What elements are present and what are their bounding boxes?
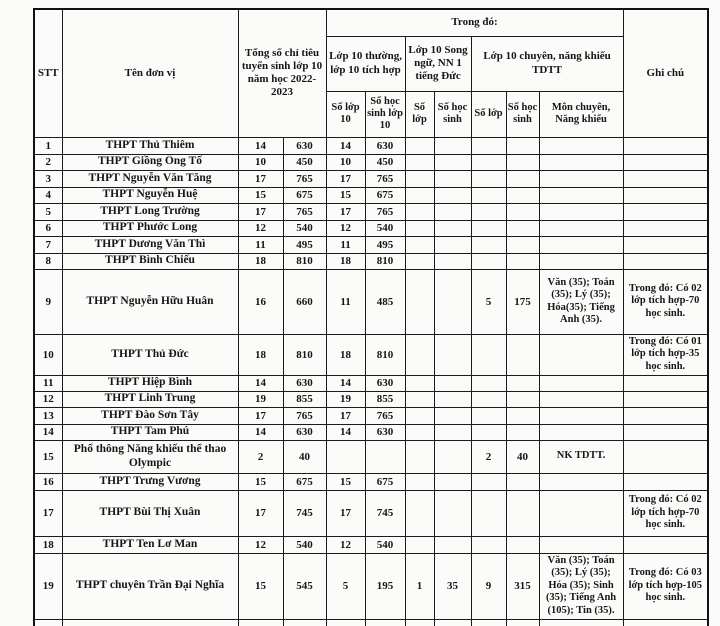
cell-name: THPT Nguyễn Hữu Huân: [62, 269, 238, 334]
cell-ghi-chu: [623, 187, 708, 203]
table-row: [34, 187, 708, 203]
cell-thuong-lop: 12: [326, 220, 365, 236]
cell-tong-lop: 15: [238, 553, 283, 619]
cell-thuong-hs: 195: [365, 553, 405, 619]
cell-stt: 13: [34, 407, 62, 424]
header-group-lop10-thuong: Lớp 10 thường, lớp 10 tích hợp: [326, 36, 405, 91]
cell-stt: 15: [34, 440, 62, 473]
table-row: [34, 440, 708, 473]
cell-sn-hs: [434, 269, 471, 334]
cell-sn-lop: [405, 154, 434, 170]
cell-name: THPT Linh Trung: [62, 391, 238, 407]
cell-tong-lop: 17: [238, 490, 283, 536]
cell-c-hs: [506, 375, 539, 391]
cell-c-hs: [506, 203, 539, 220]
cell-c-lop: [471, 536, 506, 553]
cell-ghi-chu: [623, 154, 708, 170]
cell-c-hs: [506, 407, 539, 424]
cell-thuong-lop: 5: [326, 553, 365, 619]
cell-tong-hs: 765: [283, 407, 326, 424]
cell-stt: 12: [34, 391, 62, 407]
cell-sn-hs: [434, 334, 471, 375]
cell-ghi-chu: [623, 236, 708, 253]
cell-sn-hs: [434, 536, 471, 553]
cell-mon: [539, 391, 623, 407]
cell-sn-hs: [434, 407, 471, 424]
table-row: [34, 536, 708, 553]
cell-thuong-hs: 765: [365, 203, 405, 220]
header-group-lop10-chuyen: Lớp 10 chuyên, năng khiếu TDTT: [471, 36, 623, 91]
cell-tong-hs: 660: [283, 269, 326, 334]
cell-c-hs: 175: [506, 269, 539, 334]
cell-stt: 19: [34, 553, 62, 619]
cell-ghi-chu: [623, 536, 708, 553]
cell-tong-hs: 630: [283, 424, 326, 440]
table-row: [34, 203, 708, 220]
cell-thuong-hs: 540: [365, 536, 405, 553]
cell-mon: Văn (35); Toán (35); Lý (35); Hóa (35); Sinh (35); Tiếng Anh (105); Tin (35).: [539, 553, 623, 619]
cell-mon: [539, 536, 623, 553]
cell-tong-lop: 19: [238, 391, 283, 407]
cell-c-hs: [506, 154, 539, 170]
cell-c-hs: [506, 253, 539, 269]
cell-thuong-lop: 17: [326, 203, 365, 220]
cell-tong-hs: 745: [283, 490, 326, 536]
cell-tong-hs: 545: [283, 553, 326, 619]
cell-stt: 11: [34, 375, 62, 391]
cell-name: THPT Bình Chiểu: [62, 253, 238, 269]
cell-thuong-lop: 15: [326, 187, 365, 203]
cell-name: THPT Trưng Vương: [62, 473, 238, 490]
cell-stt: 4: [34, 187, 62, 203]
subheader-mon-chuyen-nang-khieu: Môn chuyên, Năng khiếu: [539, 91, 623, 137]
header-tong-so-chi-tieu: Tổng số chỉ tiêu tuyển sinh lớp 10 năm học 2022-2023: [238, 9, 326, 137]
cell-thuong-hs: 485: [365, 269, 405, 334]
cell-c-lop: [471, 490, 506, 536]
cell-thuong-hs: 855: [365, 391, 405, 407]
cell-sn-lop: [405, 137, 434, 154]
cell-ghi-chu: [623, 391, 708, 407]
cell-sn-hs: [434, 473, 471, 490]
cell-thuong-hs: 675: [365, 473, 405, 490]
cell-sn-lop: [405, 187, 434, 203]
cell-tong-hs: 540: [283, 220, 326, 236]
cell-c-hs: [506, 473, 539, 490]
cell-stt: 10: [34, 334, 62, 375]
table-row: [34, 220, 708, 236]
cell-ghi-chu: [623, 253, 708, 269]
cell-name: THPT Long Trường: [62, 203, 238, 220]
cell-c-lop: [471, 170, 506, 187]
cell-c-lop: [471, 334, 506, 375]
cell-mon: [539, 407, 623, 424]
cell-thuong-lop: 17: [326, 490, 365, 536]
cell-c-hs: [506, 187, 539, 203]
cell-name: THPT Bùi Thị Xuân: [62, 490, 238, 536]
cell-c-lop: [471, 154, 506, 170]
cell-sn-hs: [434, 154, 471, 170]
cell-tong-hs: 630: [283, 375, 326, 391]
cell-name: THPT Dương Văn Thì: [62, 236, 238, 253]
header-row-1: [34, 9, 708, 36]
table-header: [34, 9, 708, 137]
cell-tong-hs: [283, 619, 326, 626]
cell-tong-hs: 540: [283, 536, 326, 553]
cell-sn-lop: [405, 236, 434, 253]
cell-mon: [539, 334, 623, 375]
cell-thuong-lop: 18: [326, 253, 365, 269]
cell-ghi-chu: Trong đó: Có 02 lớp tích hợp-70 học sinh.: [623, 269, 708, 334]
cell-tong-hs: 495: [283, 236, 326, 253]
cell-stt: 18: [34, 536, 62, 553]
cell-tong-lop: 14: [238, 424, 283, 440]
cell-ghi-chu: Trong đó: Có 01 lớp tích hợp-35 học sinh.: [623, 334, 708, 375]
cell-tong-lop: [238, 619, 283, 626]
cell-tong-hs: 810: [283, 253, 326, 269]
cell-tong-hs: 765: [283, 203, 326, 220]
cell-sn-hs: [434, 170, 471, 187]
cell-tong-lop: 18: [238, 253, 283, 269]
cell-mon: [539, 619, 623, 626]
cell-thuong-hs: 630: [365, 375, 405, 391]
header-ten-don-vi: Tên đơn vị: [62, 9, 238, 137]
cell-stt: 7: [34, 236, 62, 253]
cell-stt: [34, 619, 62, 626]
cell-name: THPT Ten Lơ Man: [62, 536, 238, 553]
header-trong-do: Trong đó:: [326, 9, 623, 36]
cell-mon: [539, 236, 623, 253]
cell-thuong-lop: 12: [326, 536, 365, 553]
cell-tong-hs: 855: [283, 391, 326, 407]
cell-sn-lop: [405, 170, 434, 187]
cell-sn-lop: [405, 424, 434, 440]
cell-thuong-hs: 765: [365, 170, 405, 187]
table-row: [34, 236, 708, 253]
cell-mon: [539, 203, 623, 220]
cell-ghi-chu: [623, 137, 708, 154]
cell-sn-hs: [434, 375, 471, 391]
cell-c-lop: [471, 473, 506, 490]
cell-sn-lop: [405, 490, 434, 536]
cell-thuong-lop: 11: [326, 269, 365, 334]
cell-ghi-chu: [623, 407, 708, 424]
cell-ghi-chu: [623, 170, 708, 187]
cell-c-hs: [506, 424, 539, 440]
cell-thuong-hs: [365, 619, 405, 626]
subheader-so-lop-10: Số lớp 10: [326, 91, 365, 137]
cell-c-lop: 9: [471, 553, 506, 619]
cell-thuong-lop: 14: [326, 424, 365, 440]
cell-tong-lop: 11: [238, 236, 283, 253]
cell-c-lop: [471, 203, 506, 220]
table-row: [34, 424, 708, 440]
subheader-chuyen-so-hoc-sinh: Số học sinh: [506, 91, 539, 137]
cell-name: THPT chuyên Trần Đại Nghĩa: [62, 553, 238, 619]
cell-thuong-hs: 765: [365, 407, 405, 424]
cell-ghi-chu: [623, 220, 708, 236]
cell-stt: 16: [34, 473, 62, 490]
cell-sn-lop: 1: [405, 553, 434, 619]
cell-sn-lop: [405, 440, 434, 473]
cell-name: THPT Tam Phú: [62, 424, 238, 440]
cell-c-lop: [471, 619, 506, 626]
cell-tong-lop: 10: [238, 154, 283, 170]
header-ghi-chu: Ghi chú: [623, 9, 708, 137]
cell-sn-hs: [434, 203, 471, 220]
table-row: [34, 490, 708, 536]
cell-c-lop: [471, 137, 506, 154]
cell-ghi-chu: [623, 203, 708, 220]
cell-sn-lop: [405, 220, 434, 236]
cell-sn-lop: [405, 407, 434, 424]
cell-thuong-hs: 675: [365, 187, 405, 203]
cell-sn-hs: [434, 424, 471, 440]
cell-sn-lop: [405, 619, 434, 626]
cell-sn-lop: [405, 203, 434, 220]
cell-name: THPT Giồng Ông Tố: [62, 154, 238, 170]
cell-ghi-chu: [623, 424, 708, 440]
cell-thuong-lop: 11: [326, 236, 365, 253]
cell-ghi-chu: [623, 440, 708, 473]
cell-thuong-lop: [326, 440, 365, 473]
cell-tong-hs: 810: [283, 334, 326, 375]
cell-mon: [539, 375, 623, 391]
cell-mon: [539, 170, 623, 187]
cell-thuong-lop: 17: [326, 407, 365, 424]
cell-name: THPT Hiệp Bình: [62, 375, 238, 391]
cell-stt: 2: [34, 154, 62, 170]
cell-c-lop: [471, 375, 506, 391]
cell-sn-lop: [405, 391, 434, 407]
cell-c-hs: [506, 490, 539, 536]
cell-c-hs: [506, 220, 539, 236]
cell-sn-lop: [405, 253, 434, 269]
cell-ghi-chu: Trong đó: Có 03 lớp tích hợp-105 học sinh.: [623, 553, 708, 619]
cell-stt: 17: [34, 490, 62, 536]
cell-c-lop: [471, 407, 506, 424]
cell-thuong-hs: 810: [365, 334, 405, 375]
cell-sn-hs: [434, 440, 471, 473]
cell-stt: 8: [34, 253, 62, 269]
cell-c-hs: [506, 391, 539, 407]
cell-name: THPT Đào Sơn Tây: [62, 407, 238, 424]
cell-c-lop: 5: [471, 269, 506, 334]
cell-thuong-hs: 630: [365, 424, 405, 440]
cell-sn-lop: [405, 375, 434, 391]
header-group-lop10-song-ngu: Lớp 10 Song ngữ, NN 1 tiếng Đức: [405, 36, 471, 91]
cell-c-lop: [471, 253, 506, 269]
cell-mon: [539, 187, 623, 203]
cell-sn-hs: [434, 236, 471, 253]
table-row: [34, 137, 708, 154]
cell-sn-hs: [434, 137, 471, 154]
cell-c-hs: 40: [506, 440, 539, 473]
cell-tong-lop: 15: [238, 187, 283, 203]
table-row: [34, 391, 708, 407]
cell-tong-lop: 14: [238, 137, 283, 154]
cell-thuong-lop: 14: [326, 375, 365, 391]
cell-name: THPT Phước Long: [62, 220, 238, 236]
cell-ghi-chu: [623, 619, 708, 626]
cell-sn-hs: [434, 490, 471, 536]
cell-c-lop: 2: [471, 440, 506, 473]
cell-stt: 9: [34, 269, 62, 334]
cell-c-hs: [506, 137, 539, 154]
cell-tong-hs: 675: [283, 473, 326, 490]
cell-mon: [539, 220, 623, 236]
cell-c-lop: [471, 391, 506, 407]
cell-c-lop: [471, 187, 506, 203]
cell-c-hs: [506, 536, 539, 553]
cell-tong-lop: 15: [238, 473, 283, 490]
cell-c-hs: [506, 334, 539, 375]
table-row: [34, 473, 708, 490]
cell-sn-hs: [434, 220, 471, 236]
cell-sn-lop: [405, 334, 434, 375]
cell-thuong-hs: 630: [365, 137, 405, 154]
cell-name: THPT Nguyễn Văn Tăng: [62, 170, 238, 187]
table-row: [34, 553, 708, 619]
table-row: [34, 253, 708, 269]
cell-stt: 14: [34, 424, 62, 440]
cell-tong-hs: 765: [283, 170, 326, 187]
cell-sn-lop: [405, 269, 434, 334]
table-row: [34, 269, 708, 334]
cell-sn-hs: [434, 253, 471, 269]
cell-tong-lop: 16: [238, 269, 283, 334]
cell-tong-lop: 17: [238, 407, 283, 424]
cell-tong-lop: 12: [238, 220, 283, 236]
cell-mon: [539, 424, 623, 440]
cell-thuong-hs: 495: [365, 236, 405, 253]
cell-thuong-hs: 450: [365, 154, 405, 170]
cell-thuong-lop: 10: [326, 154, 365, 170]
enrollment-quota-table: [33, 8, 709, 626]
cell-sn-lop: [405, 473, 434, 490]
subheader-so-hoc-sinh-lop-10: Số học sinh lớp 10: [365, 91, 405, 137]
cell-thuong-lop: 17: [326, 170, 365, 187]
subheader-chuyen-so-lop: Số lớp: [471, 91, 506, 137]
table-row: [34, 407, 708, 424]
cell-ghi-chu: [623, 375, 708, 391]
cell-name: THPT Thủ Thiêm: [62, 137, 238, 154]
cell-thuong-lop: 15: [326, 473, 365, 490]
cell-ghi-chu: [623, 473, 708, 490]
cell-tong-lop: 18: [238, 334, 283, 375]
cell-thuong-lop: 18: [326, 334, 365, 375]
table-body: [34, 137, 708, 626]
cell-tong-hs: 40: [283, 440, 326, 473]
cell-tong-lop: 14: [238, 375, 283, 391]
cell-stt: 5: [34, 203, 62, 220]
cell-sn-hs: [434, 391, 471, 407]
cell-sn-hs: [434, 187, 471, 203]
table-row: [34, 375, 708, 391]
cell-name: Phổ thông Năng khiếu thể thao Olympic: [62, 440, 238, 473]
cell-thuong-hs: 540: [365, 220, 405, 236]
cell-c-hs: [506, 236, 539, 253]
cell-tong-lop: 17: [238, 203, 283, 220]
cell-name: [62, 619, 238, 626]
table-row: [34, 154, 708, 170]
cell-c-lop: [471, 220, 506, 236]
cell-c-hs: [506, 170, 539, 187]
cell-tong-hs: 675: [283, 187, 326, 203]
cell-thuong-hs: 810: [365, 253, 405, 269]
cell-sn-hs: 35: [434, 553, 471, 619]
cell-thuong-lop: 19: [326, 391, 365, 407]
cell-sn-lop: [405, 536, 434, 553]
cell-mon: [539, 154, 623, 170]
table-row: [34, 619, 708, 626]
cell-mon: NK TDTT.: [539, 440, 623, 473]
cell-name: THPT Nguyễn Huệ: [62, 187, 238, 203]
cell-tong-lop: 12: [238, 536, 283, 553]
cell-c-hs: 315: [506, 553, 539, 619]
cell-tong-hs: 630: [283, 137, 326, 154]
cell-thuong-lop: 14: [326, 137, 365, 154]
cell-mon: [539, 253, 623, 269]
cell-c-lop: [471, 236, 506, 253]
cell-name: THPT Thủ Đức: [62, 334, 238, 375]
cell-ghi-chu: Trong đó: Có 02 lớp tích hợp-70 học sinh.: [623, 490, 708, 536]
cell-thuong-hs: [365, 440, 405, 473]
cell-stt: 1: [34, 137, 62, 154]
cell-sn-hs: [434, 619, 471, 626]
cell-mon: [539, 473, 623, 490]
cell-tong-lop: 2: [238, 440, 283, 473]
cell-tong-hs: 450: [283, 154, 326, 170]
cell-c-lop: [471, 424, 506, 440]
table-row: [34, 334, 708, 375]
subheader-song-ngu-so-lop: Số lớp: [405, 91, 434, 137]
subheader-song-ngu-so-hoc-sinh: Số học sinh: [434, 91, 471, 137]
cell-mon: [539, 490, 623, 536]
cell-tong-lop: 17: [238, 170, 283, 187]
cell-mon: [539, 137, 623, 154]
cell-thuong-hs: 745: [365, 490, 405, 536]
cell-c-hs: [506, 619, 539, 626]
table-row: [34, 170, 708, 187]
cell-stt: 6: [34, 220, 62, 236]
cell-thuong-lop: [326, 619, 365, 626]
header-stt: STT: [34, 9, 62, 137]
cell-stt: 3: [34, 170, 62, 187]
cell-mon: Văn (35); Toán (35); Lý (35); Hóa(35); Tiếng Anh (35).: [539, 269, 623, 334]
